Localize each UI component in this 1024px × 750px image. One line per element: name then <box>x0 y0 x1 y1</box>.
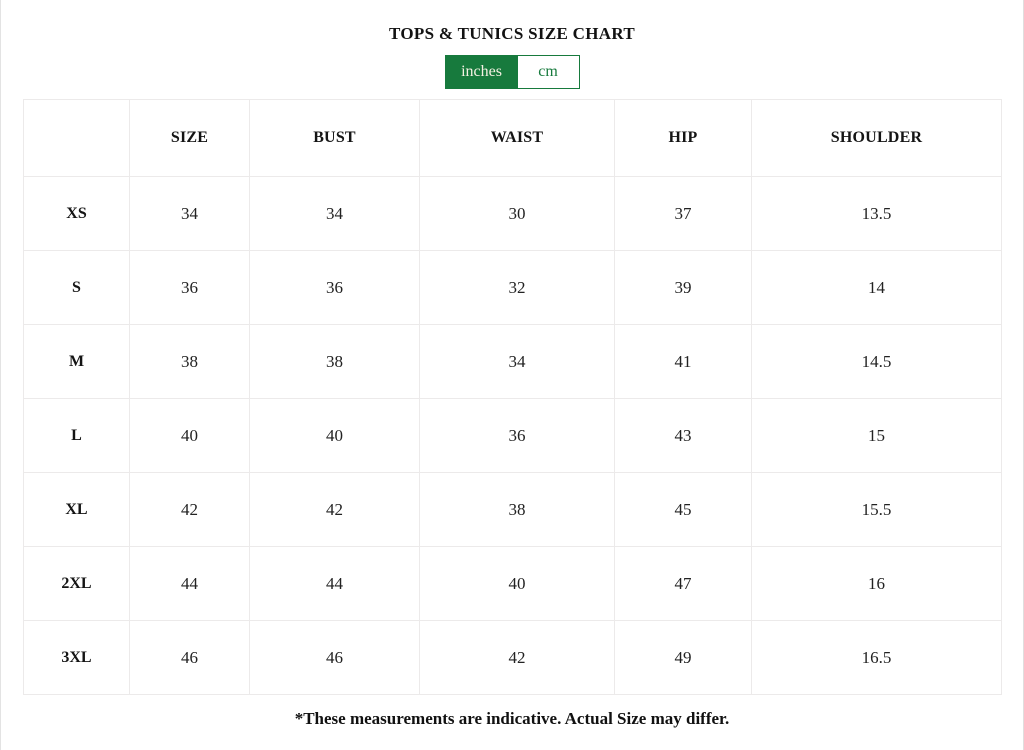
cell-2xl-bust: 44 <box>250 547 420 621</box>
unit-toggle-wrapper <box>1 55 1023 89</box>
cell-xl-shoulder: 15.5 <box>752 473 1002 547</box>
cell-m-waist: 34 <box>420 325 615 399</box>
header-cell-hip: HIP <box>615 100 752 177</box>
cell-l-waist: 36 <box>420 399 615 473</box>
cell-3xl-size: 46 <box>130 621 250 695</box>
cell-m-shoulder: 14.5 <box>752 325 1002 399</box>
row-label-l: L <box>24 399 130 473</box>
cell-2xl-waist: 40 <box>420 547 615 621</box>
cell-3xl-waist: 42 <box>420 621 615 695</box>
cell-3xl-hip: 49 <box>615 621 752 695</box>
cell-2xl-hip: 47 <box>615 547 752 621</box>
row-label-m: M <box>24 325 130 399</box>
row-label-3xl: 3XL <box>24 621 130 695</box>
table-row <box>24 473 1002 547</box>
header-cell-empty <box>24 100 130 177</box>
unit-toggle-cm-button[interactable]: cm <box>518 56 579 88</box>
cell-s-size: 36 <box>130 251 250 325</box>
header-cell-waist: WAIST <box>420 100 615 177</box>
table-row <box>24 251 1002 325</box>
table-row <box>24 399 1002 473</box>
cell-xl-hip: 45 <box>615 473 752 547</box>
cell-xs-shoulder: 13.5 <box>752 177 1002 251</box>
table-row <box>24 621 1002 695</box>
row-label-s: S <box>24 251 130 325</box>
table-row <box>24 177 1002 251</box>
cell-xl-bust: 42 <box>250 473 420 547</box>
cell-s-bust: 36 <box>250 251 420 325</box>
cell-l-bust: 40 <box>250 399 420 473</box>
table-row <box>24 325 1002 399</box>
row-label-xs: XS <box>24 177 130 251</box>
cell-xl-size: 42 <box>130 473 250 547</box>
row-label-2xl: 2XL <box>24 547 130 621</box>
cell-l-shoulder: 15 <box>752 399 1002 473</box>
row-label-xl: XL <box>24 473 130 547</box>
header-cell-size: SIZE <box>130 100 250 177</box>
cell-m-size: 38 <box>130 325 250 399</box>
disclaimer-footnote: *These measurements are indicative. Actual Size may differ. <box>294 709 730 728</box>
cell-3xl-shoulder: 16.5 <box>752 621 1002 695</box>
cell-s-hip: 39 <box>615 251 752 325</box>
unit-toggle <box>445 55 580 89</box>
header-cell-bust: BUST <box>250 100 420 177</box>
cell-xl-waist: 38 <box>420 473 615 547</box>
cell-xs-size: 34 <box>130 177 250 251</box>
unit-toggle-inches-button[interactable]: inches <box>446 56 518 88</box>
cell-m-hip: 41 <box>615 325 752 399</box>
cell-3xl-bust: 46 <box>250 621 420 695</box>
cell-2xl-size: 44 <box>130 547 250 621</box>
header-cell-shoulder: SHOULDER <box>752 100 1002 177</box>
table-header-row <box>24 100 1002 177</box>
cell-l-size: 40 <box>130 399 250 473</box>
cell-xs-hip: 37 <box>615 177 752 251</box>
cell-l-hip: 43 <box>615 399 752 473</box>
cell-m-bust: 38 <box>250 325 420 399</box>
page-title: TOPS & TUNICS SIZE CHART <box>389 24 635 43</box>
cell-s-waist: 32 <box>420 251 615 325</box>
cell-s-shoulder: 14 <box>752 251 1002 325</box>
table-row <box>24 547 1002 621</box>
cell-xs-bust: 34 <box>250 177 420 251</box>
size-chart-table <box>23 99 1002 695</box>
cell-2xl-shoulder: 16 <box>752 547 1002 621</box>
cell-xs-waist: 30 <box>420 177 615 251</box>
